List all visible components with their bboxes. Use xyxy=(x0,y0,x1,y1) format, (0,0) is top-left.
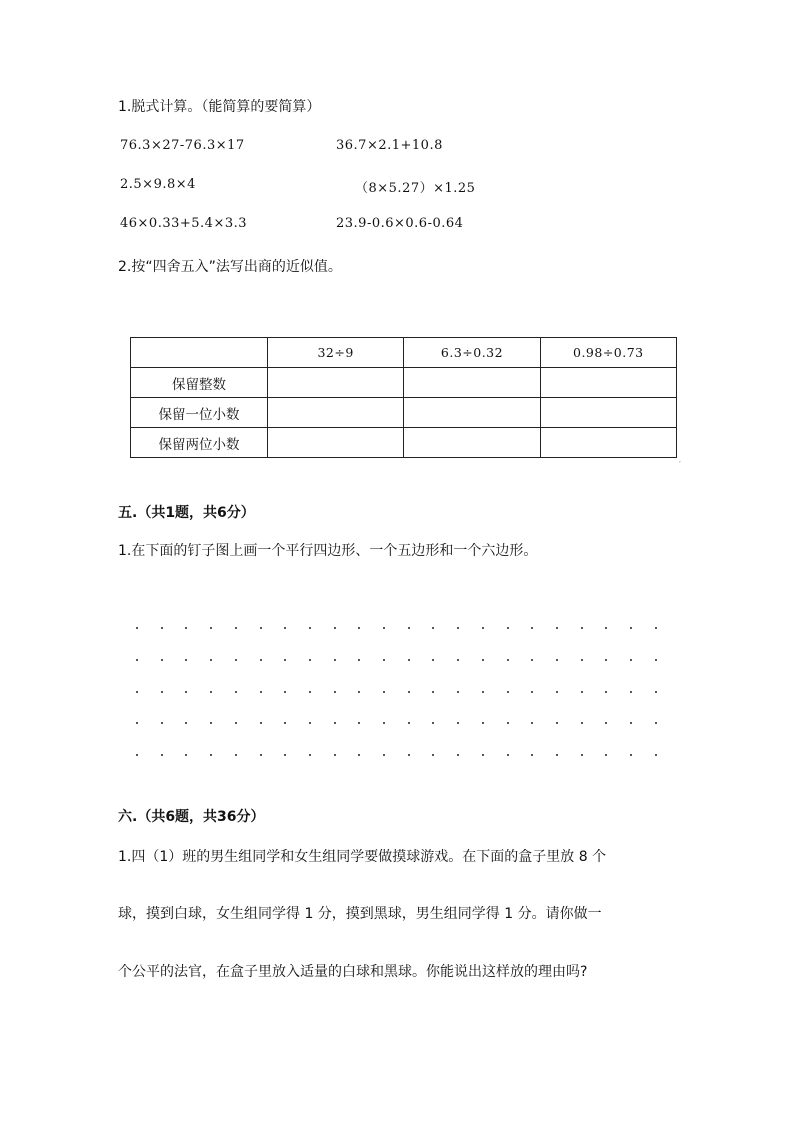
nail-dot[interactable] xyxy=(581,659,583,661)
q1-title: 1.脱式计算。（能简算的要简算） xyxy=(118,99,321,115)
section5-heading: 五.（共1题，共6分） xyxy=(118,505,255,521)
nail-dot[interactable] xyxy=(334,691,336,693)
nail-dot[interactable] xyxy=(556,722,558,724)
nail-dot[interactable] xyxy=(284,659,286,661)
answer-cell[interactable] xyxy=(540,368,676,398)
nail-dot[interactable] xyxy=(210,722,212,724)
nail-dot[interactable] xyxy=(284,722,286,724)
nail-dot[interactable] xyxy=(235,754,237,756)
nail-dot[interactable] xyxy=(284,691,286,693)
nail-dot[interactable] xyxy=(655,754,657,756)
nail-dot[interactable] xyxy=(309,754,311,756)
nail-dot[interactable] xyxy=(309,691,311,693)
nail-dot[interactable] xyxy=(136,659,138,661)
nail-dot[interactable] xyxy=(655,722,657,724)
nail-dot[interactable] xyxy=(260,722,262,724)
answer-cell[interactable] xyxy=(268,398,404,428)
nail-dot[interactable] xyxy=(161,627,163,629)
stray-mark: , xyxy=(679,457,681,464)
nail-dot[interactable] xyxy=(507,754,509,756)
nail-dot[interactable] xyxy=(358,627,360,629)
nail-dot[interactable] xyxy=(210,754,212,756)
nail-dot[interactable] xyxy=(185,722,187,724)
nail-dot[interactable] xyxy=(383,722,385,724)
nail-dot[interactable] xyxy=(432,754,434,756)
nail-dot[interactable] xyxy=(432,691,434,693)
nail-dot[interactable] xyxy=(655,659,657,661)
nail-dot[interactable] xyxy=(482,722,484,724)
nail-dot[interactable] xyxy=(161,691,163,693)
nail-dot[interactable] xyxy=(210,627,212,629)
nail-dot[interactable] xyxy=(556,754,558,756)
table-row xyxy=(131,368,677,398)
q1-item-2: 36.7×2.1+10.8 xyxy=(336,138,443,153)
nail-dot[interactable] xyxy=(358,659,360,661)
q1-item-4: （8×5.27）×1.25 xyxy=(355,181,476,196)
nail-dot[interactable] xyxy=(507,659,509,661)
row-label: 保留两位小数 xyxy=(131,428,268,458)
nail-dot[interactable] xyxy=(334,754,336,756)
nail-dot[interactable] xyxy=(581,691,583,693)
nail-dot[interactable] xyxy=(556,691,558,693)
nail-dot[interactable] xyxy=(284,627,286,629)
section6-q1-line3: 个公平的法官，在盒子里放入适量的白球和黑球。你能说出这样放的理由吗? xyxy=(118,964,588,980)
nail-dot[interactable] xyxy=(235,722,237,724)
nail-dot[interactable] xyxy=(383,754,385,756)
nail-dot[interactable] xyxy=(334,722,336,724)
nail-dot[interactable] xyxy=(185,754,187,756)
nail-dot[interactable] xyxy=(334,659,336,661)
nail-dot[interactable] xyxy=(235,691,237,693)
nail-dot[interactable] xyxy=(507,627,509,629)
nail-dot[interactable] xyxy=(556,659,558,661)
nail-dot[interactable] xyxy=(581,722,583,724)
table-header-cell: 32÷9 xyxy=(268,338,404,368)
nail-dot[interactable] xyxy=(556,627,558,629)
nail-dot[interactable] xyxy=(531,691,533,693)
nail-dot[interactable] xyxy=(309,722,311,724)
row-label: 保留一位小数 xyxy=(131,398,268,428)
nail-dot[interactable] xyxy=(630,722,632,724)
answer-cell[interactable] xyxy=(404,428,540,458)
answer-cell[interactable] xyxy=(540,398,676,428)
nail-dot[interactable] xyxy=(605,659,607,661)
nail-dot[interactable] xyxy=(260,691,262,693)
nail-dot[interactable] xyxy=(358,754,360,756)
answer-cell[interactable] xyxy=(540,428,676,458)
nail-dot[interactable] xyxy=(605,691,607,693)
nail-dot[interactable] xyxy=(531,754,533,756)
table-row xyxy=(131,398,677,428)
nail-dot[interactable] xyxy=(581,754,583,756)
nail-dot[interactable] xyxy=(185,659,187,661)
q2-title: 2.按“四舍五入”法写出商的近似值。 xyxy=(118,259,342,275)
nail-dot[interactable] xyxy=(655,691,657,693)
nail-dot[interactable] xyxy=(161,754,163,756)
section6-q1-line1: 1.四（1）班的男生组同学和女生组同学要做摸球游戏。在下面的盒子里放 8 个 xyxy=(118,849,607,865)
nail-dot[interactable] xyxy=(432,627,434,629)
answer-cell[interactable] xyxy=(404,398,540,428)
answer-cell[interactable] xyxy=(268,368,404,398)
nail-dot[interactable] xyxy=(605,754,607,756)
nail-dot[interactable] xyxy=(260,754,262,756)
q1-item-5: 46×0.33+5.4×3.3 xyxy=(120,216,248,231)
nail-dot[interactable] xyxy=(284,754,286,756)
answer-cell[interactable] xyxy=(404,368,540,398)
section5-q1: 1.在下面的钉子图上画一个平行四边形、一个五边形和一个六边形。 xyxy=(118,543,538,559)
nail-dot[interactable] xyxy=(507,691,509,693)
nail-dot[interactable] xyxy=(408,627,410,629)
nail-dot[interactable] xyxy=(408,754,410,756)
nail-dot[interactable] xyxy=(531,722,533,724)
nail-dot[interactable] xyxy=(408,659,410,661)
nail-dot[interactable] xyxy=(334,627,336,629)
table-header-cell xyxy=(131,338,268,368)
q1-item-6: 23.9-0.6×0.6-0.64 xyxy=(336,216,464,231)
nail-dot[interactable] xyxy=(136,754,138,756)
nail-dot[interactable] xyxy=(432,722,434,724)
nail-dot[interactable] xyxy=(408,691,410,693)
nail-dot[interactable] xyxy=(457,659,459,661)
nail-dot[interactable] xyxy=(457,627,459,629)
nail-dot[interactable] xyxy=(605,722,607,724)
nail-dot[interactable] xyxy=(457,722,459,724)
nail-dot[interactable] xyxy=(581,627,583,629)
nail-dot[interactable] xyxy=(457,691,459,693)
nail-dot[interactable] xyxy=(655,627,657,629)
nail-dot[interactable] xyxy=(210,659,212,661)
table-header-row xyxy=(131,338,677,368)
nail-dot[interactable] xyxy=(358,722,360,724)
nail-dot[interactable] xyxy=(235,659,237,661)
nail-dot[interactable] xyxy=(531,627,533,629)
nail-dot[interactable] xyxy=(185,691,187,693)
row-label: 保留整数 xyxy=(131,368,268,398)
nail-dot[interactable] xyxy=(309,627,311,629)
nail-dot[interactable] xyxy=(482,754,484,756)
nail-dot[interactable] xyxy=(136,722,138,724)
nail-dot[interactable] xyxy=(507,722,509,724)
q1-item-3: 2.5×9.8×4 xyxy=(120,177,196,192)
nail-dot[interactable] xyxy=(210,691,212,693)
nail-dot[interactable] xyxy=(161,722,163,724)
nail-dot[interactable] xyxy=(432,659,434,661)
nail-dot[interactable] xyxy=(383,627,385,629)
q1-item-1: 76.3×27-76.3×17 xyxy=(120,138,245,153)
nail-dot[interactable] xyxy=(185,627,187,629)
nail-dot[interactable] xyxy=(630,627,632,629)
nail-dot[interactable] xyxy=(630,691,632,693)
table-header-cell: 6.3÷0.32 xyxy=(404,338,540,368)
table-row xyxy=(131,428,677,458)
nail-dot[interactable] xyxy=(630,754,632,756)
nail-dot[interactable] xyxy=(136,627,138,629)
nail-dot[interactable] xyxy=(531,659,533,661)
nail-dot[interactable] xyxy=(482,691,484,693)
nail-dot[interactable] xyxy=(383,659,385,661)
nail-dot[interactable] xyxy=(482,627,484,629)
nail-dot[interactable] xyxy=(482,659,484,661)
nail-dot[interactable] xyxy=(260,659,262,661)
nail-dot[interactable] xyxy=(358,691,360,693)
nail-dot[interactable] xyxy=(309,659,311,661)
nail-dot[interactable] xyxy=(457,754,459,756)
table-header-cell: 0.98÷0.73 xyxy=(540,338,676,368)
nail-dot[interactable] xyxy=(136,691,138,693)
answer-cell[interactable] xyxy=(268,428,404,458)
approximation-table xyxy=(130,337,677,458)
section6-heading: 六.（共6题，共36分） xyxy=(118,809,265,825)
nail-dot[interactable] xyxy=(630,659,632,661)
nail-dot[interactable] xyxy=(383,691,385,693)
nail-dot[interactable] xyxy=(161,659,163,661)
nail-dot[interactable] xyxy=(605,627,607,629)
nail-dot[interactable] xyxy=(408,722,410,724)
nail-dot[interactable] xyxy=(260,627,262,629)
nail-dot[interactable] xyxy=(235,627,237,629)
section6-q1-line2: 球，摸到白球，女生组同学得 1 分，摸到黑球，男生组同学得 1 分。请你做一 xyxy=(118,906,602,922)
